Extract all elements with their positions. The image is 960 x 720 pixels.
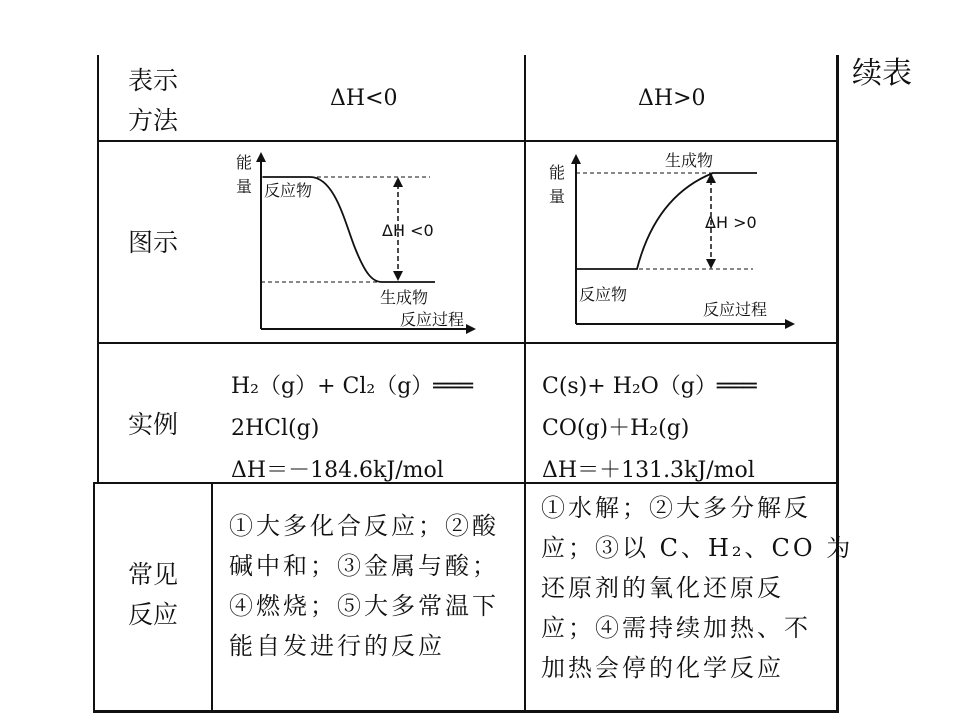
exo-reactant: 反应物	[264, 181, 313, 200]
exo-equation-line2: 2HCl(g)	[231, 416, 320, 441]
endo-axis-y-1: 能	[549, 163, 566, 182]
exo-axis-x: 反应过程	[400, 310, 465, 329]
endo-common-line: ①水解；②大多分解反	[541, 494, 811, 522]
endo-energy-diagram	[545, 148, 800, 338]
method-label: 表示 方法	[128, 66, 179, 135]
exo-delta: ΔH <0	[382, 221, 434, 240]
exo-common-line: ④燃烧；⑤大多常温下	[229, 592, 499, 620]
exo-axis-y-1: 能	[236, 153, 253, 172]
endo-equation-line1: C(s)+ H₂O（g）═══	[542, 374, 757, 399]
endo-common-line: 应；③以 C、H₂、CO 为	[541, 534, 854, 562]
exo-product: 生成物	[380, 288, 429, 307]
exo-equation-line1: H₂（g）+ Cl₂（g）═══	[231, 374, 474, 399]
endo-product: 生成物	[665, 151, 714, 170]
table-col-divider-upper	[524, 55, 526, 483]
exo-axis-y-2: 量	[236, 177, 253, 196]
diagram-label: 图示	[128, 228, 179, 257]
exo-common-line: ①大多化合反应；②酸	[229, 512, 499, 540]
endo-example	[542, 366, 757, 492]
method-exo: ΔH<0	[330, 86, 398, 111]
method-endo: ΔH>0	[638, 86, 706, 111]
endo-axis-x: 反应过程	[703, 300, 768, 319]
table-lower-label-divider	[211, 482, 213, 713]
table-left-border-upper	[97, 55, 99, 483]
continued-label: 续表	[852, 56, 912, 91]
table-row-divider-2	[97, 342, 837, 344]
endo-reactant: 反应物	[579, 285, 628, 304]
exo-common-line: 碱中和；③金属与酸；	[229, 552, 499, 580]
example-label: 实例	[128, 410, 179, 439]
exo-energy-diagram	[230, 148, 480, 338]
table-bottom-border	[93, 710, 838, 713]
exo-example	[231, 366, 473, 492]
endo-equation-line2: CO(g)＋H₂(g)	[542, 416, 690, 441]
endo-delta: ΔH >0	[705, 213, 757, 232]
common-label: 常见 反应	[128, 560, 179, 629]
endo-common-line: 应；④需持续加热、不	[541, 614, 811, 642]
endo-common-line: 还原剂的氧化还原反	[541, 574, 784, 602]
endo-enthalpy: ΔH＝＋131.3kJ/mol	[542, 458, 755, 483]
table-row-divider-1	[97, 140, 837, 142]
endo-common-line: 加热会停的化学反应	[541, 654, 784, 682]
exo-enthalpy: ΔH＝－184.6kJ/mol	[231, 458, 444, 483]
endo-axis-y-2: 量	[549, 187, 566, 206]
exo-common-reactions	[229, 506, 499, 666]
table-lower-col-divider	[524, 482, 526, 713]
exo-common-line: 能自发进行的反应	[229, 632, 445, 660]
endo-common-reactions	[541, 488, 853, 688]
table-lower-left	[93, 482, 95, 713]
